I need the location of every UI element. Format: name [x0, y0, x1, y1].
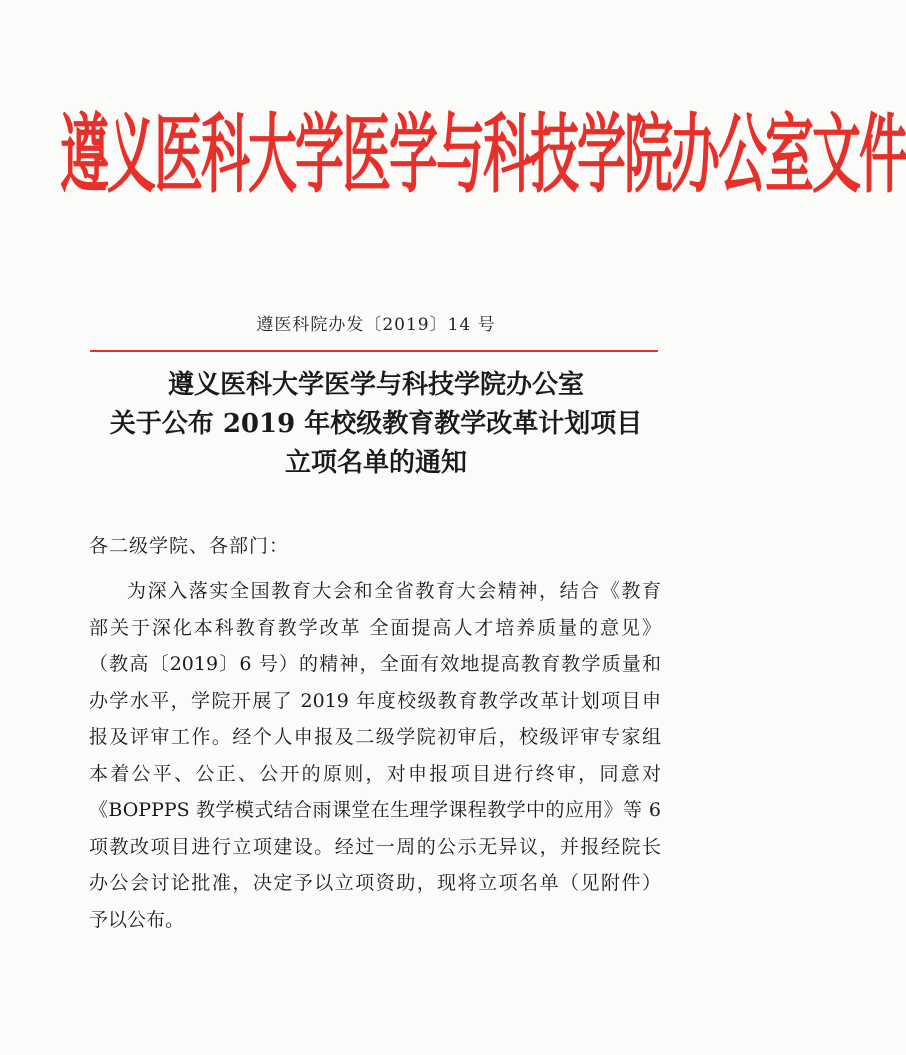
body-line: 《BOPPPS 教学模式结合雨课堂在生理学课程教学中的应用》等 6 — [89, 799, 661, 821]
body-line: （教高〔2019〕6 号）的精神，全面有效地提高教育教学质量和 — [89, 653, 661, 675]
notice-title — [0, 366, 752, 483]
body-paragraph — [89, 573, 661, 938]
body-line: 为深入落实全国教育大会和全省教育大会精神，结合《教育 — [127, 580, 661, 602]
body-line: 办学水平，学院开展了 2019 年度校级教育教学改革计划项目申 — [89, 689, 661, 712]
body-line: 办公会讨论批准，决定予以立项资助，现将立项名单（见附件） — [89, 872, 661, 894]
red-divider-line — [90, 350, 658, 352]
notice-title-line-1: 遵义医科大学医学与科技学院办公室 — [167, 370, 584, 400]
body-line: 部关于深化本科教育教学改革 全面提高人才培养质量的意见》 — [89, 616, 661, 639]
body-line: 项教改项目进行立项建设。经过一周的公示无异议，并报经院长 — [89, 835, 661, 858]
notice-title-line-3: 立项名单的通知 — [284, 448, 467, 478]
document-number: 遵医科院办发〔2019〕14 号 — [256, 315, 496, 335]
salutation: 各二级学院、各部门： — [89, 535, 290, 557]
body-line: 本着公平、公正、公开的原则，对申报项目进行终审，同意对 — [89, 762, 661, 785]
notice-title-line-2: 关于公布 2019 年校级教育教学改革计划项目 — [109, 409, 643, 439]
red-header-title: 遵义医科大学医学与科技学院办公室文件 — [60, 105, 906, 205]
body-line: 报及评审工作。经个人申报及二级学院初审后，校级评审专家组 — [89, 726, 661, 748]
body-line: 予以公布。 — [89, 908, 185, 931]
